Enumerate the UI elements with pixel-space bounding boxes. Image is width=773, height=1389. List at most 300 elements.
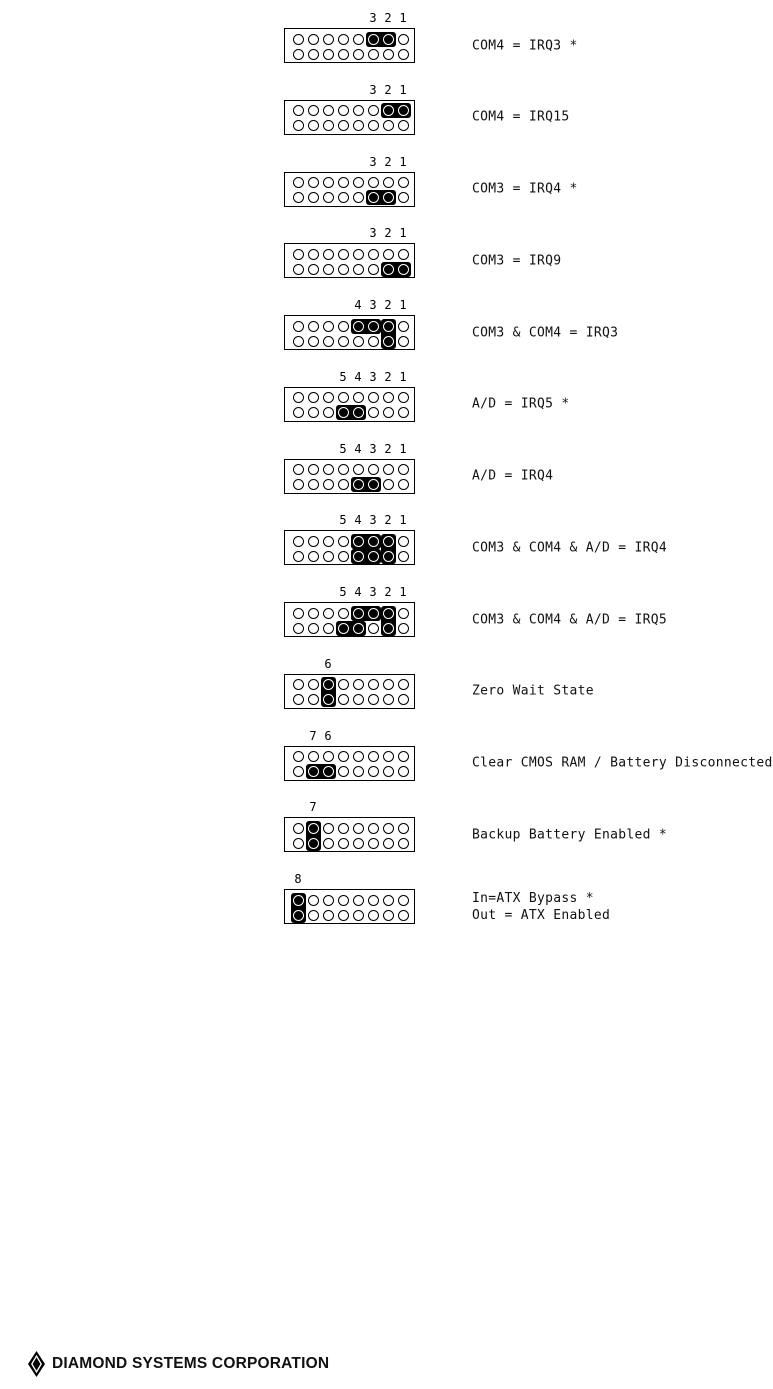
pin <box>398 321 409 332</box>
pin-number: 2 <box>384 11 392 25</box>
pin-header-block <box>284 656 415 709</box>
option-label <box>472 109 570 126</box>
pin <box>398 823 409 834</box>
jumper-diagram-com3-irq9 <box>0 226 773 278</box>
pin <box>353 249 364 260</box>
pin <box>383 249 394 260</box>
pin <box>383 551 394 562</box>
pin <box>368 895 379 906</box>
pin <box>308 823 319 834</box>
pin-header-block <box>284 585 415 637</box>
pin <box>293 608 304 619</box>
pin <box>338 49 349 60</box>
pin <box>308 392 319 403</box>
pin-number: 4 <box>354 441 362 456</box>
option-label <box>472 396 570 413</box>
pin <box>368 479 379 490</box>
pin <box>368 823 379 834</box>
jumper-diagram-com4-irq3 <box>0 11 773 63</box>
pin <box>308 536 319 547</box>
pin <box>353 679 364 690</box>
pin-number: 6 <box>324 728 332 743</box>
pin-number: 2 <box>384 369 392 384</box>
pin <box>383 910 394 921</box>
option-label-line: Zero Wait State <box>472 683 594 699</box>
option-label <box>472 181 578 198</box>
pin <box>368 249 379 260</box>
pin-number: 5 <box>339 513 347 528</box>
pin <box>338 751 349 762</box>
pin <box>323 679 334 690</box>
pin <box>293 766 304 777</box>
pin <box>293 264 304 275</box>
pin <box>383 264 394 275</box>
pin <box>368 536 379 547</box>
pin <box>323 551 334 562</box>
pin <box>368 264 379 275</box>
pin <box>308 479 319 490</box>
pin-number: 3 <box>369 226 377 241</box>
pin <box>338 536 349 547</box>
diamond-logo-icon <box>28 1351 45 1377</box>
pin <box>383 536 394 547</box>
pin <box>398 910 409 921</box>
pin <box>368 49 379 60</box>
pin <box>368 34 379 45</box>
pin <box>293 823 304 834</box>
pin <box>383 766 394 777</box>
pin <box>308 105 319 116</box>
pin <box>323 321 334 332</box>
pin <box>293 536 304 547</box>
pin-number: 1 <box>399 513 407 528</box>
pin <box>353 608 364 619</box>
pin <box>368 336 379 347</box>
option-label-line: Backup Battery Enabled * <box>472 827 668 843</box>
pin <box>383 407 394 418</box>
pin <box>323 608 334 619</box>
pin <box>353 838 364 849</box>
pin <box>338 679 349 690</box>
pin-header-block <box>284 800 415 852</box>
pin <box>368 679 379 690</box>
pin <box>308 464 319 475</box>
pin <box>323 479 334 490</box>
pin <box>308 407 319 418</box>
option-label-line: Out = ATX Enabled <box>472 907 611 923</box>
pin <box>398 34 409 45</box>
pin-header-block <box>284 226 415 278</box>
option-label-line: COM3 & COM4 & A/D = IRQ4 <box>472 540 668 556</box>
pin-number: 3 <box>369 154 377 169</box>
pin <box>368 551 379 562</box>
pin <box>353 479 364 490</box>
pin-number: 4 <box>354 369 362 384</box>
pin-number: 7 <box>309 728 317 743</box>
pin <box>338 464 349 475</box>
pin-number: 3 <box>369 585 377 599</box>
pin <box>353 823 364 834</box>
pin <box>398 694 409 705</box>
option-label <box>472 826 667 843</box>
pin <box>353 336 364 347</box>
jumper-diagram-atx-bypass <box>0 872 773 924</box>
pin <box>323 192 334 203</box>
option-label-line: COM4 = IRQ3 * <box>472 38 578 53</box>
pin <box>323 336 334 347</box>
option-label-line: COM4 = IRQ15 <box>472 109 570 125</box>
pin <box>308 679 319 690</box>
jumper-diagram-com4-irq15 <box>0 82 773 135</box>
pin-header-block <box>284 369 415 422</box>
pin <box>353 464 364 475</box>
pin <box>293 336 304 347</box>
pin <box>308 264 319 275</box>
pin-number: 6 <box>324 656 332 671</box>
pin <box>293 34 304 45</box>
pin <box>368 751 379 762</box>
pin <box>383 838 394 849</box>
pin <box>308 551 319 562</box>
pin <box>383 336 394 347</box>
pin-number: 2 <box>384 154 392 169</box>
pin <box>398 49 409 60</box>
option-label <box>472 324 618 341</box>
pin <box>368 407 379 418</box>
pin <box>368 392 379 403</box>
option-label <box>472 37 578 54</box>
pin <box>308 895 319 906</box>
jumper-diagram-com3-irq4 <box>0 154 773 207</box>
option-label-line: COM3 & COM4 = IRQ3 <box>472 325 619 340</box>
pin <box>293 105 304 116</box>
pin <box>398 336 409 347</box>
option-label-line: Clear CMOS RAM / Battery Disconnected <box>472 755 773 771</box>
pin <box>398 120 409 131</box>
pin-header-block <box>284 82 415 135</box>
pin <box>308 694 319 705</box>
pin-number: 1 <box>399 82 407 97</box>
pin <box>308 249 319 260</box>
pin <box>353 34 364 45</box>
pin <box>398 264 409 275</box>
pin <box>338 551 349 562</box>
pin <box>293 464 304 475</box>
pin <box>323 464 334 475</box>
option-label <box>472 539 667 556</box>
pin <box>353 551 364 562</box>
pin <box>383 623 394 634</box>
pin <box>293 192 304 203</box>
jumper-diagram-ad-irq4 <box>0 441 773 494</box>
pin <box>338 838 349 849</box>
page-footer <box>28 1350 329 1378</box>
pin-number: 2 <box>384 298 392 312</box>
pin <box>383 49 394 60</box>
option-label <box>472 468 553 485</box>
pin <box>398 608 409 619</box>
pin <box>398 623 409 634</box>
jumper-diagram-backup-battery-enabled <box>0 800 773 852</box>
pin <box>398 464 409 475</box>
pin <box>308 321 319 332</box>
pin <box>353 120 364 131</box>
jumper-diagram-zero-wait-state <box>0 656 773 709</box>
jumper-diagram-com3-com4-ad-irq4 <box>0 513 773 565</box>
pin-header-block <box>284 441 415 494</box>
jumper-diagram-clear-cmos <box>0 728 773 781</box>
pin <box>293 679 304 690</box>
pin <box>293 249 304 260</box>
pin <box>293 177 304 188</box>
pin-number: 1 <box>399 11 407 25</box>
pin <box>338 766 349 777</box>
pin <box>338 249 349 260</box>
jumper-diagram-ad-irq5 <box>0 369 773 422</box>
pin <box>398 177 409 188</box>
pin-number: 3 <box>369 369 377 384</box>
pin <box>383 895 394 906</box>
pin-number: 1 <box>399 441 407 456</box>
pin <box>383 192 394 203</box>
pin <box>368 192 379 203</box>
pin <box>383 464 394 475</box>
pin <box>368 623 379 634</box>
pin <box>323 751 334 762</box>
pin <box>353 694 364 705</box>
pin-number: 2 <box>384 585 392 599</box>
pin <box>323 120 334 131</box>
pin <box>308 766 319 777</box>
pin <box>398 895 409 906</box>
pin <box>293 895 304 906</box>
pin <box>323 694 334 705</box>
pin <box>323 536 334 547</box>
pin <box>338 479 349 490</box>
pin-number: 3 <box>369 513 377 528</box>
pin <box>398 766 409 777</box>
pin <box>293 479 304 490</box>
pin <box>353 177 364 188</box>
pin <box>308 608 319 619</box>
pin <box>293 551 304 562</box>
pin <box>323 249 334 260</box>
pin <box>398 551 409 562</box>
pin <box>338 608 349 619</box>
pin <box>383 177 394 188</box>
option-label-line: COM3 = IRQ9 <box>472 253 562 269</box>
pin <box>293 321 304 332</box>
pin <box>398 392 409 403</box>
pin <box>308 838 319 849</box>
pin <box>308 910 319 921</box>
pin <box>308 336 319 347</box>
pin <box>338 105 349 116</box>
option-label-line: COM3 = IRQ4 * <box>472 181 578 197</box>
pin <box>353 264 364 275</box>
pin <box>383 679 394 690</box>
pin <box>323 392 334 403</box>
pin-number: 2 <box>384 226 392 241</box>
pin <box>323 895 334 906</box>
pin <box>338 264 349 275</box>
pin-number: 3 <box>369 441 377 456</box>
pin <box>383 608 394 619</box>
pin <box>398 536 409 547</box>
company-name: DIAMOND SYSTEMS CORPORATION <box>52 1355 330 1372</box>
pin <box>338 336 349 347</box>
pin <box>323 766 334 777</box>
pin <box>308 751 319 762</box>
pin-number: 5 <box>339 585 347 599</box>
pin-number: 3 <box>369 11 377 25</box>
pin-header-block <box>284 154 415 207</box>
pin <box>338 623 349 634</box>
pin <box>383 751 394 762</box>
pin-number: 5 <box>339 441 347 456</box>
pin <box>338 120 349 131</box>
pin <box>323 407 334 418</box>
pin <box>353 751 364 762</box>
pin <box>368 608 379 619</box>
pin <box>323 177 334 188</box>
option-label-line: In=ATX Bypass * <box>472 890 594 906</box>
pin <box>368 105 379 116</box>
pin <box>308 192 319 203</box>
pin <box>338 34 349 45</box>
pin <box>353 49 364 60</box>
pin <box>338 177 349 188</box>
option-label <box>472 755 773 772</box>
pin <box>323 49 334 60</box>
pin <box>323 34 334 45</box>
option-label <box>472 683 594 700</box>
pin-number: 4 <box>354 298 362 312</box>
pin <box>383 34 394 45</box>
pin <box>383 479 394 490</box>
pin-header-block <box>284 298 415 350</box>
pin <box>338 910 349 921</box>
pin-number: 5 <box>339 369 347 384</box>
pin <box>398 105 409 116</box>
pin <box>323 823 334 834</box>
pin <box>338 321 349 332</box>
pin-number: 1 <box>399 226 407 241</box>
pin <box>398 838 409 849</box>
pin <box>383 120 394 131</box>
pin <box>323 264 334 275</box>
pin-number: 4 <box>354 585 362 599</box>
pin <box>353 895 364 906</box>
pin <box>338 407 349 418</box>
pin <box>383 392 394 403</box>
pin-number: 1 <box>399 585 407 599</box>
pin <box>353 536 364 547</box>
pin <box>293 623 304 634</box>
jumper-diagram-com3-com4-irq3 <box>0 298 773 350</box>
pin <box>338 192 349 203</box>
pin <box>323 105 334 116</box>
pin <box>353 407 364 418</box>
option-label-line: COM3 & COM4 & A/D = IRQ5 <box>472 612 668 627</box>
pin <box>293 407 304 418</box>
pin-number: 1 <box>399 369 407 384</box>
pin <box>308 623 319 634</box>
pin <box>338 823 349 834</box>
pin <box>293 910 304 921</box>
pin <box>353 623 364 634</box>
pin-header-block <box>284 728 415 781</box>
option-label-line: A/D = IRQ5 * <box>472 396 570 412</box>
pin <box>383 321 394 332</box>
pin <box>338 392 349 403</box>
option-label <box>472 611 667 628</box>
pin <box>308 177 319 188</box>
pin <box>398 192 409 203</box>
pin-number: 2 <box>384 513 392 528</box>
pin <box>293 751 304 762</box>
option-label-line: A/D = IRQ4 <box>472 468 554 484</box>
option-label <box>472 252 561 269</box>
pin <box>368 910 379 921</box>
pin-header-block <box>284 11 415 63</box>
pin <box>398 407 409 418</box>
pin-number: 8 <box>294 872 302 886</box>
pin-number: 3 <box>369 298 377 312</box>
pin <box>293 392 304 403</box>
pin-header-block <box>284 872 415 924</box>
pin <box>293 838 304 849</box>
jumper-diagram-com3-com4-ad-irq5 <box>0 585 773 637</box>
pin <box>308 49 319 60</box>
pin <box>353 392 364 403</box>
pin <box>398 479 409 490</box>
pin-number: 2 <box>384 441 392 456</box>
pin-header-block <box>284 513 415 565</box>
pin <box>368 120 379 131</box>
pin <box>398 679 409 690</box>
pin <box>383 823 394 834</box>
pin-number: 4 <box>354 513 362 528</box>
pin <box>368 766 379 777</box>
pin <box>353 192 364 203</box>
pin <box>338 895 349 906</box>
pin <box>398 249 409 260</box>
pin <box>293 694 304 705</box>
pin <box>323 910 334 921</box>
pin <box>323 623 334 634</box>
pin <box>293 49 304 60</box>
pin <box>368 177 379 188</box>
pin <box>368 694 379 705</box>
pin <box>353 766 364 777</box>
pin <box>308 120 319 131</box>
pin <box>353 105 364 116</box>
pin <box>293 120 304 131</box>
pin <box>383 105 394 116</box>
pin-number: 7 <box>309 800 317 815</box>
pin <box>353 910 364 921</box>
pin-number: 1 <box>399 154 407 169</box>
pin <box>398 751 409 762</box>
pin <box>308 34 319 45</box>
pin <box>383 694 394 705</box>
pin <box>353 321 364 332</box>
pin <box>323 838 334 849</box>
pin <box>368 838 379 849</box>
pin <box>368 464 379 475</box>
pin <box>368 321 379 332</box>
